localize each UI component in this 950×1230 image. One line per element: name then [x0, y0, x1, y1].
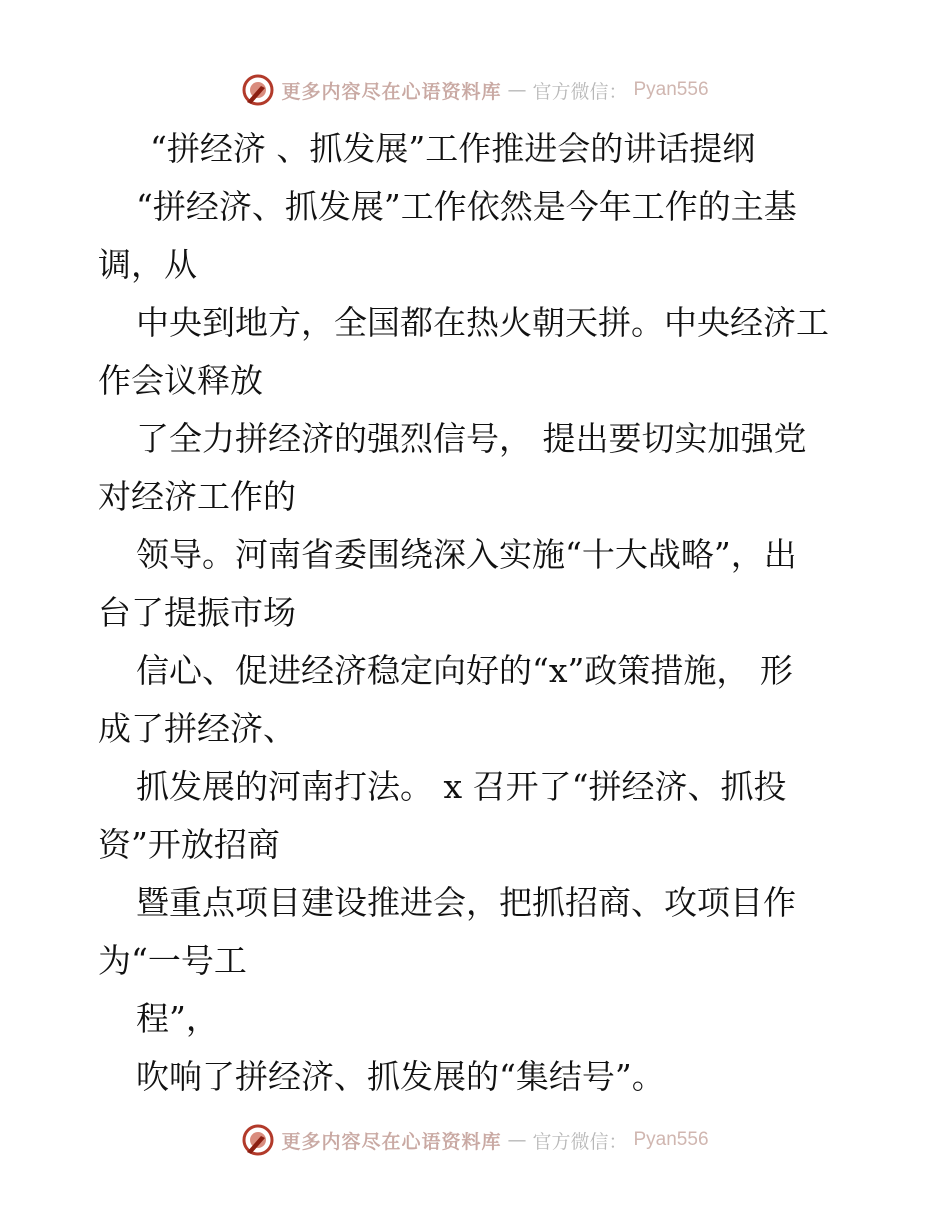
- watermark-brand-text: 更多内容尽在心语资料库: [281, 1130, 502, 1153]
- text-line: “拼经济、抓发展”工作依然是今年工作的主基: [136, 187, 797, 226]
- text-line: 调，从: [98, 245, 197, 284]
- watermark-contact-id: Pyan556: [633, 79, 709, 100]
- watermark-contact-id: Pyan556: [633, 1129, 709, 1150]
- watermark-contact-label: 官方微信：: [532, 80, 628, 103]
- document-body: [98, 120, 858, 1106]
- text-line: 了全力拼经济的强烈信号， 提出要切实加强党: [136, 419, 807, 458]
- text-line: 成了拼经济、: [98, 709, 296, 748]
- text-line: 中央到地方，全国都在热火朝天拼。中央经济工: [136, 303, 829, 342]
- text-line: 领导。河南省委围绕深入实施“十大战略”，出: [136, 535, 797, 574]
- red-pen-circle-logo-icon: [241, 73, 275, 107]
- text-line: 对经济工作的: [98, 477, 296, 516]
- text-line: 信心、促进经济稳定向好的“x”政策措施， 形: [136, 651, 793, 690]
- watermark-contact-label: 官方微信：: [532, 1130, 628, 1153]
- footer-watermark: [0, 1120, 950, 1160]
- text-line: 暨重点项目建设推进会，把抓招商、攻项目作: [136, 883, 796, 922]
- text-line: 作会议释放: [98, 361, 263, 400]
- text-line: 程”，: [136, 999, 219, 1038]
- text-line: 资”开放招商: [98, 825, 280, 864]
- watermark-brand-text: 更多内容尽在心语资料库: [281, 80, 502, 103]
- text-line: 为“一号工: [98, 941, 247, 980]
- text-line: 吹响了拼经济、抓发展的“集结号”。: [136, 1057, 665, 1096]
- header-watermark: [0, 70, 950, 110]
- text-line: 抓发展的河南打法。 x 召开了“拼经济、抓投: [136, 767, 787, 806]
- text-line: 台了提振市场: [98, 593, 296, 632]
- red-pen-circle-logo-icon: [241, 1123, 275, 1157]
- watermark-separator: —: [507, 1129, 527, 1151]
- document-title: “拼经济 、抓发展”工作推进会的讲话提纲: [150, 129, 756, 168]
- watermark-separator: —: [507, 79, 527, 101]
